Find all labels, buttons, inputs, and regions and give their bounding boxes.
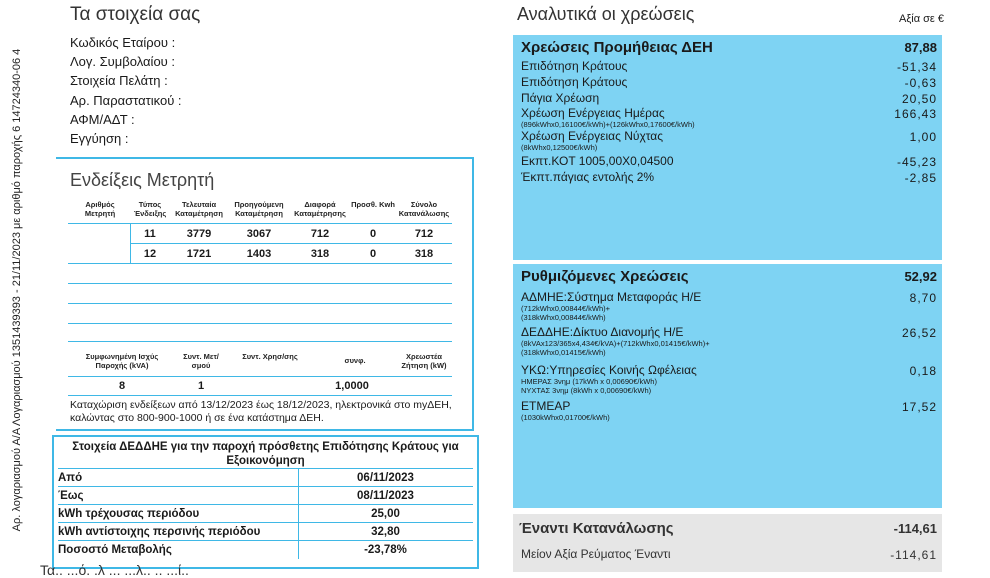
meter-header-demand: Χρεωστέα Ζήτηση (kW) xyxy=(401,352,447,370)
supply-item-value: 166,43 xyxy=(894,107,937,121)
meter-header-previous: Προηγούμενη Καταμέτρηση xyxy=(234,200,284,218)
deddie-row-value: -23,78% xyxy=(364,544,407,556)
regulated-item-label: ΑΔΜΗΕ:Σύστημα Μεταφοράς Η/Ε xyxy=(521,290,702,304)
regulated-item-detail: ΝΥΧΤΑΣ 3νημ (8kWh x 0,00690€/kWh) xyxy=(521,386,652,395)
deddie-row-kwh-current xyxy=(58,504,473,523)
meter-header-usage-coef: Συντ. Χρησ/σης xyxy=(242,352,298,361)
meter-header-number: Αριθμός Μετρητή xyxy=(84,200,116,218)
guarantee-label: Εγγύηση : xyxy=(70,131,129,146)
meter-readings-title: Ενδείξεις Μετρητή xyxy=(70,170,215,190)
supply-item-detail: (8kWhx0,12500€/kWh) xyxy=(521,143,598,152)
meter-row1-additional: 0 xyxy=(369,228,377,240)
meter-agreed-power-value: 8 xyxy=(118,380,126,392)
meter-header-difference: Διαφορά Καταμέτρησης xyxy=(294,200,346,218)
supply-item-label: Επιδότηση Κράτους xyxy=(521,59,628,73)
regulated-item-value: 26,52 xyxy=(901,326,937,340)
supply-item-label: Επιδότηση Κράτους xyxy=(521,75,628,89)
deddie-row-label: Έως xyxy=(58,490,84,502)
value-column-header: Αξία σε € xyxy=(899,13,944,25)
meter-row1-difference: 712 xyxy=(310,228,330,240)
supply-item-detail: (896kWhx0,16100€/kWh)+(126kWhx0,17600€/kWh) xyxy=(521,120,695,129)
meter-row1-previous: 3067 xyxy=(246,228,272,240)
against-item-label: Μείον Αξία Ρεύματος Έναντι xyxy=(521,547,671,561)
supply-item-value: -51,34 xyxy=(896,60,937,74)
supply-item-label: Χρέωση Ενέργειας Νύχτας xyxy=(521,129,664,143)
meter-cosphi-value: 1,0000 xyxy=(335,380,369,392)
meter-row1-type: 11 xyxy=(144,228,156,240)
your-details-title: Τα στοιχεία σας xyxy=(70,4,201,25)
supply-item-value: -45,23 xyxy=(896,155,937,169)
meter-row2-previous: 1403 xyxy=(246,248,272,260)
regulated-item-label: ΥΚΩ:Υπηρεσίες Κοινής Ωφέλειας xyxy=(521,363,697,377)
supply-item-value: 1,00 xyxy=(909,130,937,144)
regulated-item-label: ΔΕΔΔΗΕ:Δίκτυο Διανομής Η/Ε xyxy=(521,325,684,339)
deddie-row-value: 32,80 xyxy=(371,526,400,538)
regulated-item-value: 0,18 xyxy=(909,364,937,378)
deddie-row-from xyxy=(58,468,473,487)
regulated-item-value: 17,52 xyxy=(901,400,937,414)
contract-account-label: Λογ. Συμβολαίου : xyxy=(70,54,176,69)
deddie-row-label: kWh αντίστοιχης περσινής περιόδου xyxy=(58,526,261,538)
regulated-item-detail: (1030kWhx0,01700€/kWh) xyxy=(521,413,610,422)
meter-row1-last: 3779 xyxy=(186,228,212,240)
meter-row2-last: 1721 xyxy=(186,248,212,260)
customer-details-label: Στοιχεία Πελάτη : xyxy=(70,73,168,88)
meter-row2-difference: 318 xyxy=(310,248,330,260)
partner-code-label: Κωδικός Εταίρου : xyxy=(70,35,176,50)
deddie-table-title: Στοιχεία ΔΕΔΔΗΕ για την παροχή πρόσθετης Επιδότησης Κράτους για Εξοικονόμηση xyxy=(72,441,459,467)
against-item-value: -114,61 xyxy=(890,548,937,562)
meter-header-additional: Προσθ. Kwh xyxy=(351,200,395,209)
supply-item-value: -0,63 xyxy=(904,76,937,90)
against-consumption-total: -114,61 xyxy=(893,521,937,536)
regulated-charges-total: 52,92 xyxy=(904,269,937,284)
deddie-row-label: Από xyxy=(58,472,83,484)
supply-charges-total: 87,88 xyxy=(904,40,937,55)
regulated-item-detail: ΗΜΕΡΑΣ 3νημ (17kWh x 0,00690€/kWh) xyxy=(521,377,657,386)
supply-item-value: 20,50 xyxy=(901,92,937,106)
deddie-row-change-percent xyxy=(58,540,473,559)
meter-row1-total: 712 xyxy=(414,228,434,240)
supply-item-label: Χρέωση Ενέργειας Ημέρας xyxy=(521,106,665,120)
meter-header-cosphi: συνφ. xyxy=(344,356,366,365)
meter-header-total: Σύνολο Κατανάλωσης xyxy=(398,200,450,218)
regulated-item-detail: (318kWhx0,00844€/kWh) xyxy=(521,313,606,322)
meter-header-meter-coef: Συντ. Μετ/σμού xyxy=(183,352,219,370)
deddie-row-label: Ποσοστό Μεταβολής xyxy=(58,544,172,556)
side-account-text: Αρ. λογαριασμού Α/Α Λογαριασμού 1351439393 - 21/11/2023 με αριθμό παροχής 6 14724340-06 4 xyxy=(11,48,23,532)
regulated-item-detail: (318kWhx0,01415€/kWh) xyxy=(521,348,606,357)
regulated-item-value: 8,70 xyxy=(909,291,937,305)
meter-row2-type: 12 xyxy=(143,248,157,260)
deddie-row-value: 06/11/2023 xyxy=(357,472,414,484)
deddie-row-value: 25,00 xyxy=(371,508,400,520)
deddie-row-value: 08/11/2023 xyxy=(357,490,414,502)
meter-row2-additional: 0 xyxy=(369,248,377,260)
document-number-label: Αρ. Παραστατικού : xyxy=(70,93,182,108)
supply-charges-title: Χρεώσεις Προμήθειας ΔΕΗ xyxy=(521,39,713,56)
meter-header-agreed-power: Συμφωνημένη Ισχύς Παροχής (kVA) xyxy=(85,352,159,370)
against-consumption-title: Έναντι Κατανάλωσης xyxy=(519,520,674,537)
meter-header-type: Τύπος Ένδειξης xyxy=(133,200,167,218)
supply-item-value: -2,85 xyxy=(904,171,937,185)
charges-title: Αναλυτικά οι χρεώσεις xyxy=(517,4,695,24)
regulated-item-detail: (8kVAx123/365x4,434€/kVA)+(712kWhx0,01415€/kWh)+ xyxy=(521,339,710,348)
meter-coef-value: 1 xyxy=(197,380,205,392)
supply-item-label: Πάγια Χρέωση xyxy=(521,91,600,105)
tax-id-label: ΑΦΜ/ΑΔΤ : xyxy=(70,112,135,127)
cut-off-bottom-text: Τα.. ...ό. .λ ... ...λ.. .. ...ί.. xyxy=(40,562,189,578)
deddie-row-to xyxy=(58,486,473,505)
deddie-row-kwh-previous-year xyxy=(58,522,473,541)
supply-item-label: Εκπτ.ΚΟΤ 1005,00X0,04500 xyxy=(521,154,674,168)
meter-row2-total: 318 xyxy=(414,248,434,260)
meter-reading-note: Καταχώριση ενδείξεων από 13/12/2023 έως 18/12/2023, ηλεκτρονικά στο myΔΕΗ, καλώντας στο 800-900-1000 ή σε ένα κατάστημα ΔΕΗ. xyxy=(70,399,452,424)
deddie-row-label: kWh τρέχουσας περιόδου xyxy=(58,508,200,520)
meter-header-last: Τελευταία Καταμέτρηση xyxy=(175,200,223,218)
regulated-charges-title: Ρυθμιζόμενες Χρεώσεις xyxy=(521,268,689,285)
supply-item-label: Έκπτ.πάγιας εντολής 2% xyxy=(521,170,655,184)
regulated-item-detail: (712kWhx0,00844€/kWh)+ xyxy=(521,304,611,313)
regulated-item-label: ΕΤΜΕΑΡ xyxy=(521,399,571,413)
